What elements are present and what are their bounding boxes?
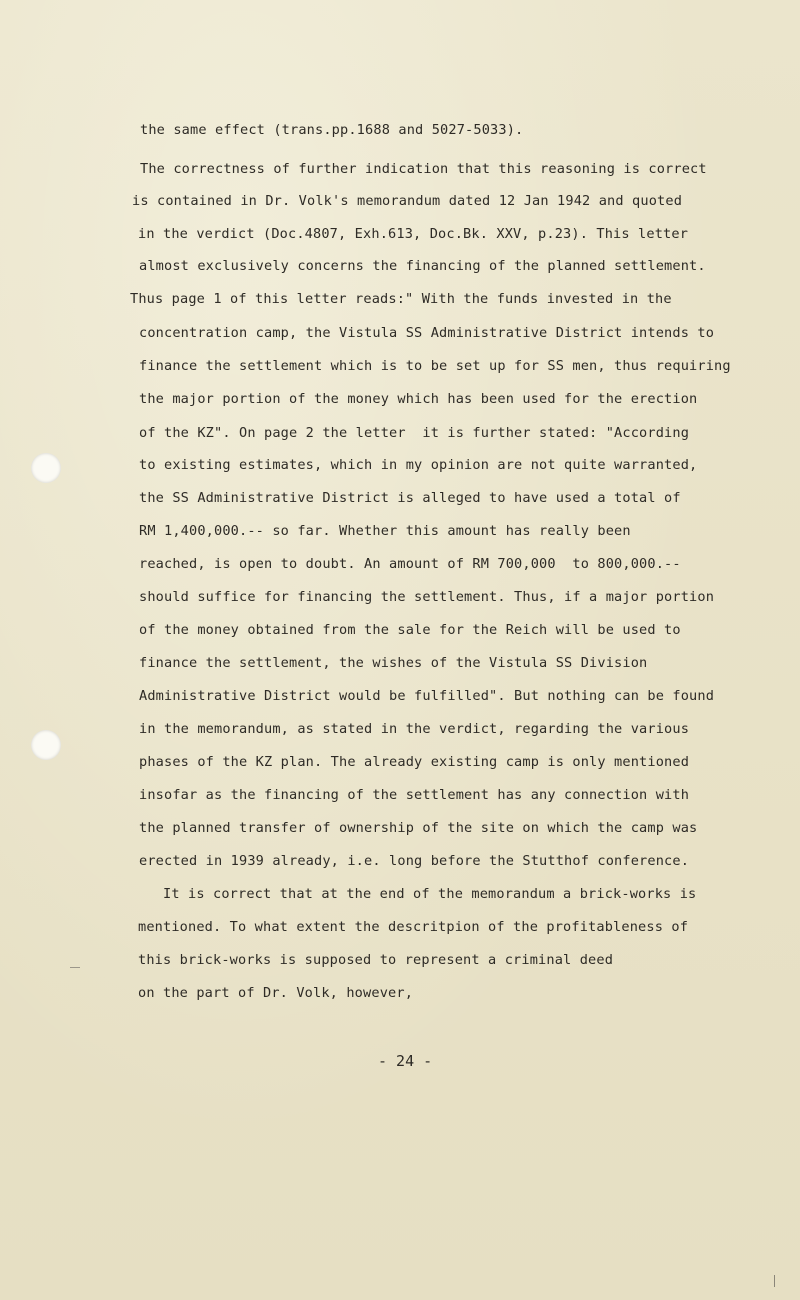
text-line: of the money obtained from the sale for the Reich will be used to (139, 622, 681, 638)
text-line: concentration camp, the Vistula SS Administrative District intends to (139, 325, 715, 341)
text-line: insofar as the financing of the settlement has any connection with (139, 787, 690, 803)
text-line: Administrative District would be fulfilled". But nothing can be found (139, 688, 715, 704)
text-line: almost exclusively concerns the financing of the planned settlement. (139, 258, 706, 274)
text-line: It is correct that at the end of the memorandum a brick-works is (163, 886, 697, 902)
text-line: of the KZ". On page 2 the letter it is further stated: "According (139, 425, 690, 441)
text-line: phases of the KZ plan. The already existing camp is only mentioned (139, 754, 690, 770)
text-line: Thus page 1 of this letter reads:" With the funds invested in the (130, 291, 672, 307)
text-line: to existing estimates, which in my opinion are not quite warranted, (139, 457, 698, 473)
text-line: should suffice for financing the settlement. Thus, if a major portion (139, 589, 715, 605)
text-line: this brick-works is supposed to represent a criminal deed (138, 952, 614, 968)
text-line: on the part of Dr. Volk, however, (138, 985, 414, 1001)
text-line: mentioned. To what extent the descritpion of the profitableness of (138, 919, 689, 935)
text-line: finance the settlement, the wishes of the Vistula SS Division (139, 655, 648, 671)
text-line: the planned transfer of ownership of the site on which the camp was (139, 820, 698, 836)
text-line: in the memorandum, as stated in the verdict, regarding the various (139, 721, 690, 737)
text-line: The correctness of further indication that this reasoning is correct (140, 161, 707, 177)
text-line: in the verdict (Doc.4807, Exh.613, Doc.Bk. XXV, p.23). This letter (138, 226, 689, 242)
page-number: - 24 - (378, 1052, 433, 1070)
text-line: the major portion of the money which has been used for the erection (139, 391, 698, 407)
text-line: finance the settlement which is to be set up for SS men, thus requiring (139, 358, 731, 374)
text-line: RM 1,400,000.-- so far. Whether this amount has really been (139, 523, 631, 539)
text-line: the SS Administrative District is alleged to have used a total of (139, 490, 681, 506)
text-line: the same effect (trans.pp.1688 and 5027-5033). (140, 122, 524, 138)
text-line: erected in 1939 already, i.e. long before the Stutthof conference. (139, 853, 690, 869)
text-line: reached, is open to doubt. An amount of RM 700,000 to 800,000.-- (139, 556, 681, 572)
text-line: is contained in Dr. Volk's memorandum dated 12 Jan 1942 and quoted (132, 193, 683, 209)
